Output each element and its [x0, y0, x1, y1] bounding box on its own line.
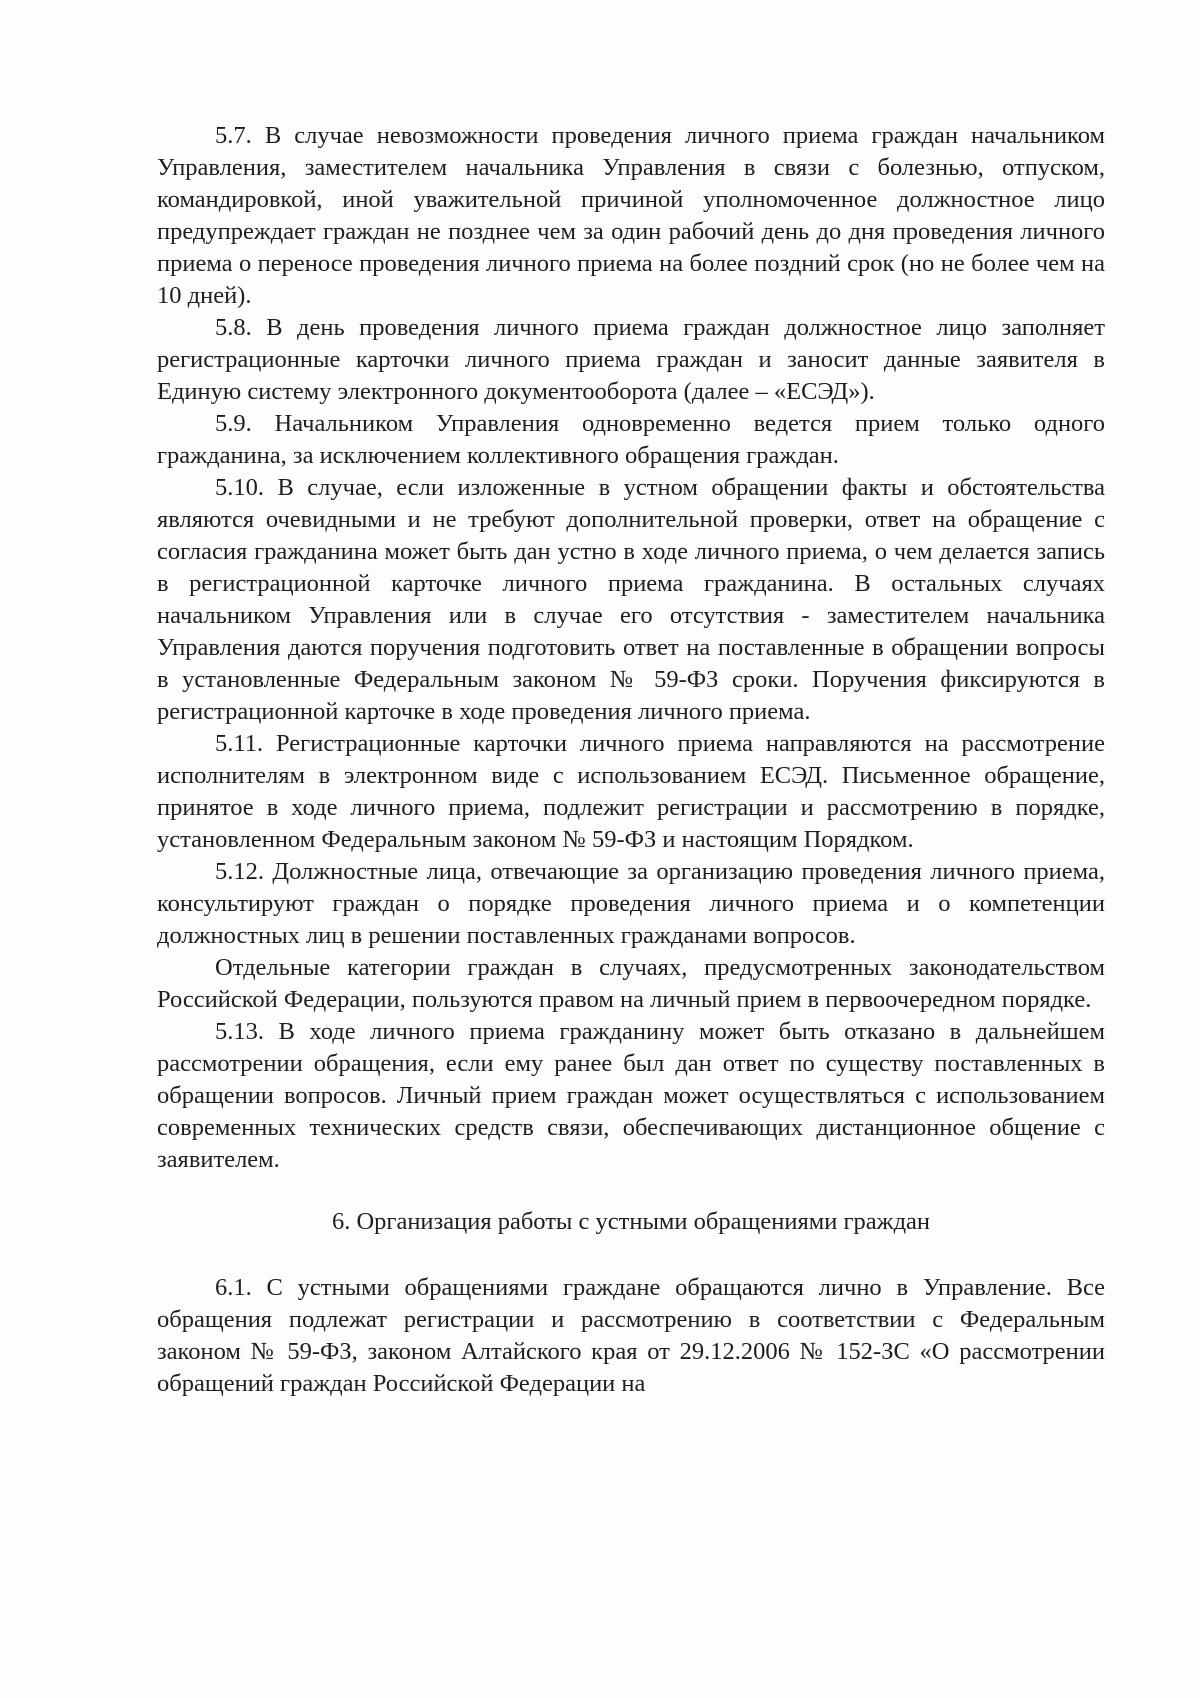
paragraph-5-11: 5.11. Регистрационные карточки личного приема направляются на рассмотрение исполнителям в электронном виде с использованием ЕСЭД. Письменное обращение, принятое в ходе личного приема, подлежит регистрации и рассмотрению в порядке, установленном Федеральным законом № 59-ФЗ и настоящим Порядком.: [157, 730, 1105, 853]
paragraph-5-7: 5.7. В случае невозможности проведения личного приема граждан начальником Управления, заместителем начальника Управления в связи с болезнью, отпуском, командировкой, иной уважительной причиной уполномоченное должностное лицо предупреждает граждан не позднее чем за один рабочий день до дня проведения личного приема о переносе проведения личного приема на более поздний срок (но не более чем на 10 дней).: [157, 122, 1105, 309]
paragraph-5-12: 5.12. Должностные лица, отвечающие за организацию проведения личного приема, консультируют граждан о порядке проведения личного приема и о компетенции должностных лиц в решении поставленных гражданами вопросов.: [157, 858, 1105, 949]
section-6-heading: 6. Организация работы с устными обращениями граждан: [331, 1208, 931, 1235]
paragraph-6-1: 6.1. С устными обращениями граждане обращаются лично в Управление. Все обращения подлежат регистрации и рассмотрению в соответствии с Федеральным законом № 59-ФЗ, законом Алтайского края от 29.12.2006 № 152-ЗС «О рассмотрении обращений граждан Российской Федерации на: [157, 1274, 1105, 1397]
document-body: [157, 120, 1105, 1400]
paragraph-5-9: 5.9. Начальником Управления одновременно ведется прием только одного гражданина, за исключением коллективного обращения граждан.: [157, 410, 1105, 469]
paragraph-5-10: 5.10. В случае, если изложенные в устном обращении факты и обстоятельства являются очевидными и не требуют дополнительной проверки, ответ на обращение с согласия гражданина может быть дан устно в ходе личного приема, о чем делается запись в регистрационной карточке личного приема гражданина. В остальных случаях начальником Управления или в случае его отсутствия - заместителем начальника Управления даются поручения подготовить ответ на поставленные в обращении вопросы в установленные Федеральным законом № 59-ФЗ сроки. Поручения фиксируются в регистрационной карточке в ходе проведения личного приема.: [157, 474, 1105, 725]
paragraph-5-13: 5.13. В ходе личного приема гражданину может быть отказано в дальнейшем рассмотрении обращения, если ему ранее был дан ответ по существу поставленных в обращении вопросов. Личный прием граждан может осуществляться с использованием современных технических средств связи, обеспечивающих дистанционное общение с заявителем.: [157, 1018, 1105, 1173]
paragraph-categories: Отдельные категории граждан в случаях, предусмотренных законодательством Российской Федерации, пользуются правом на личный прием в первоочередном порядке.: [157, 954, 1105, 1013]
paragraph-5-8: 5.8. В день проведения личного приема граждан должностное лицо заполняет регистрационные карточки личного приема граждан и заносит данные заявителя в Единую систему электронного документооборота (далее – «ЕСЭД»).: [157, 314, 1105, 405]
